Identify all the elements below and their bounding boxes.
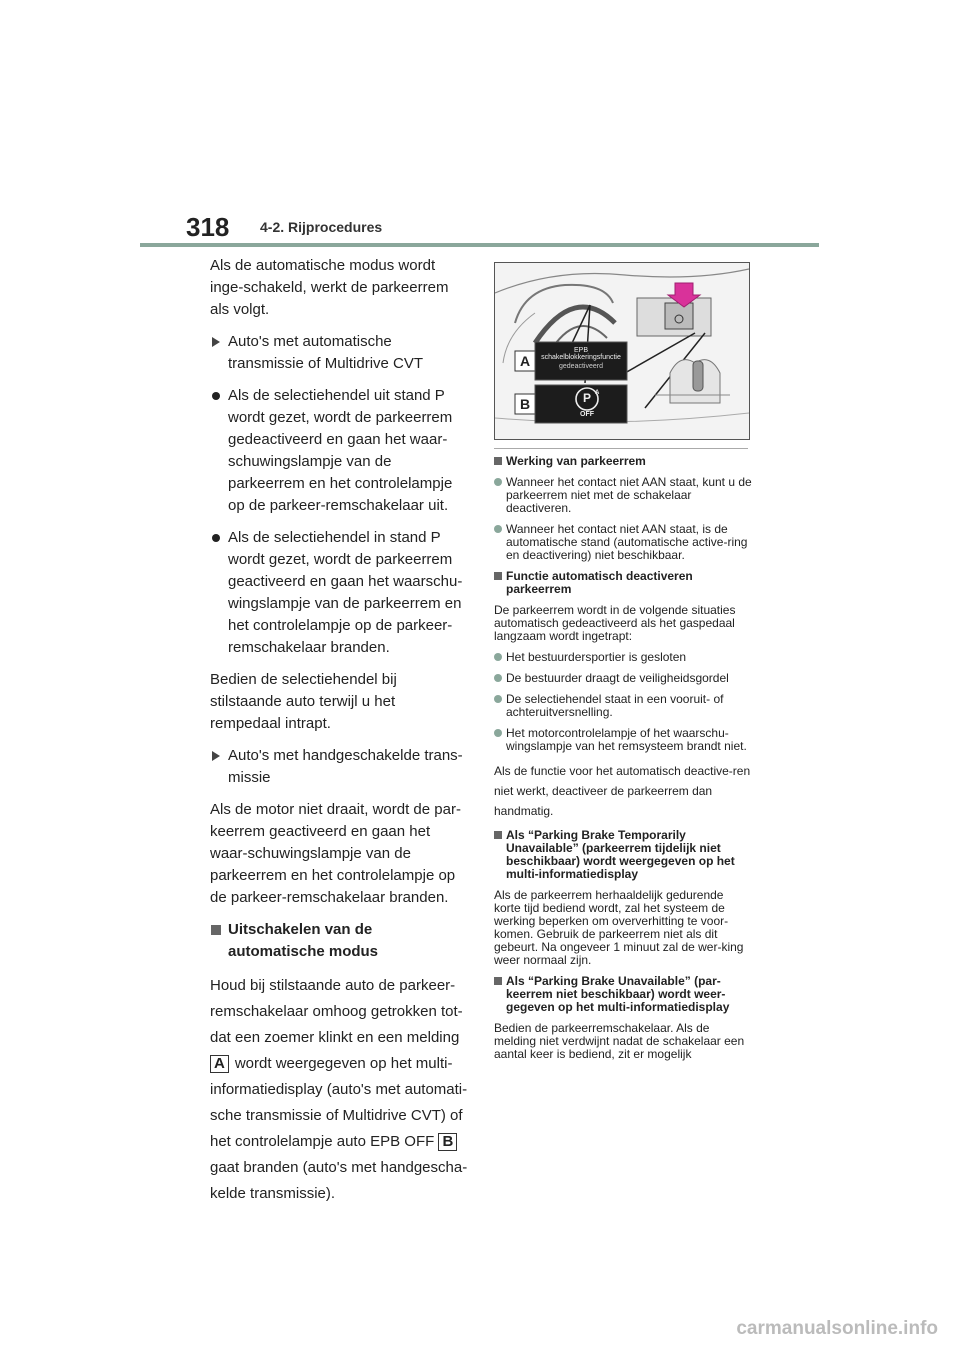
square-bullet-icon [494,572,502,580]
off-paragraph: Houd bij stilstaande auto de parkeer-remschakelaar omhoog getrokken tot-dat een zoemer klinkt en een melding A wordt weergegeven op het multi-informatiedisplay (auto's met automati-sche transmissie of Multidrive CVT) of het controlelampje auto EPB OFF B gaat branden (auto's met handgescha-kelde transmissie). [210,977,468,1202]
dot-bullet-icon [494,674,502,682]
intro-paragraph: Als de automatische modus wordt inge-schakeld, werkt de parkeerrem als volgt. [210,257,449,318]
subheading: Functie automatisch deactiveren parkeerrem [494,570,752,596]
illustration-label-b: B [519,396,531,412]
display-line-1: EPB schakelblokkeringsfunctie [541,347,621,361]
label-b-badge: B [438,1133,457,1151]
dot-bullet-icon [212,534,220,542]
square-bullet-icon [494,831,502,839]
header-rule [140,243,819,247]
indicator-off-label: OFF [580,411,594,418]
section-title: 4-2. Rijprocedures [260,219,383,235]
subheading: Werking van parkeerrem [494,455,752,468]
watermark: carmanualsonline.info [736,1318,938,1339]
cvt-heading: Auto's met automatische transmissie of Multidrive CVT [210,331,468,375]
subheading: Als “Parking Brake Unavailable” (par-keerrem niet beschikbaar) wordt weer-gegeven op het multi-informatiedisplay [494,975,752,1014]
bullet-item: Als de selectiehendel in stand P wordt gezet, wordt de parkeerrem geactiveerd en gaan het waarschu-wingslampje van de parkeerrem en het controlelampje op de parkeer-remschakelaar branden. [210,527,468,659]
left-column [210,255,468,1217]
square-bullet-icon [494,977,502,985]
square-bullet-icon [211,925,221,935]
illustration-rule [494,448,748,449]
right-column [494,455,752,1069]
bullet-item: De bestuurder draagt de veiligheidsgordel [494,672,752,685]
dot-bullet-icon [494,729,502,737]
bullet-item: De selectiehendel staat in een vooruit- of achteruitversnelling. [494,693,752,719]
bullet-item: Wanneer het contact niet AAN staat, is de automatische stand (automatische active-ring en deactivering) niet beschikbaar. [494,523,752,562]
stationary-paragraph: Bedien de selectiehendel bij stilstaande auto terwijl u het rempedaal intrapt. [210,671,397,732]
epb-indicator-icon: P [582,391,591,405]
label-a-badge: A [210,1055,229,1073]
square-bullet-icon [494,457,502,465]
off-heading: Uitschakelen van de automatische modus [210,919,468,963]
page-number: 318 [186,212,230,242]
paragraph: De parkeerrem wordt in de volgende situaties automatisch gedeactiveerd als het gaspedaal langzaam wordt ingetrapt: [494,603,736,643]
paragraph: Bedien de parkeerremschakelaar. Als de melding niet verdwijnt nadat de schakelaar een aantal keer is bediend, zit er mogelijk [494,1021,745,1061]
dot-bullet-icon [494,695,502,703]
bullet-item: Het motorcontrolelampje of het waarschu-wingslampje van het remsysteem brandt niet. [494,727,752,753]
bullet-item: Wanneer het contact niet AAN staat, kunt u de parkeerrem niet met de schakelaar deactiveren. [494,476,752,515]
subheading: Als “Parking Brake Temporarily Unavailable” (parkeerrem tijdelijk niet beschikbaar) wordt weergegeven op het multi-informatiedisplay [494,829,752,881]
dot-bullet-icon [494,478,502,486]
dot-bullet-icon [494,525,502,533]
dot-bullet-icon [212,392,220,400]
triangle-bullet-icon [212,337,220,347]
paragraph: Als de parkeerrem herhaaldelijk gedurende korte tijd bediend wordt, zal het systeem de werking beperken om oververhitting te voor-komen. Gebruik de parkeerrem niet als dit gebeurt. Na ongeveer 1 minuut zal de wer-king weer normaal zijn. [494,888,744,967]
dot-bullet-icon [494,653,502,661]
triangle-bullet-icon [212,751,220,761]
bullet-item: Als de selectiehendel uit stand P wordt gezet, wordt de parkeerrem gedeactiveerd en gaan het waar-schuwingslampje van de parkeerrem en het controlelampje op de parkeer-remschakelaar uit. [210,385,468,517]
paragraph: Als de functie voor het automatisch deactive-ren niet werkt, deactiveer de parkeerrem dan handmatig. [494,764,751,818]
illustration-label-a: A [519,353,531,369]
indicator-sub-label: A [595,390,600,396]
manual-heading: Auto's met handgeschakelde trans-missie [210,745,468,789]
bullet-item: Het bestuurdersportier is gesloten [494,651,752,664]
display-line-2: gedeactiveerd [559,363,603,370]
dashboard-illustration [494,262,750,440]
manual-paragraph: Als de motor niet draait, wordt de par-keerrem geactiveerd en gaan het waar-schuwingslampje van de parkeerrem en het controlelampje op de parkeer-remschakelaar branden. [210,801,461,906]
